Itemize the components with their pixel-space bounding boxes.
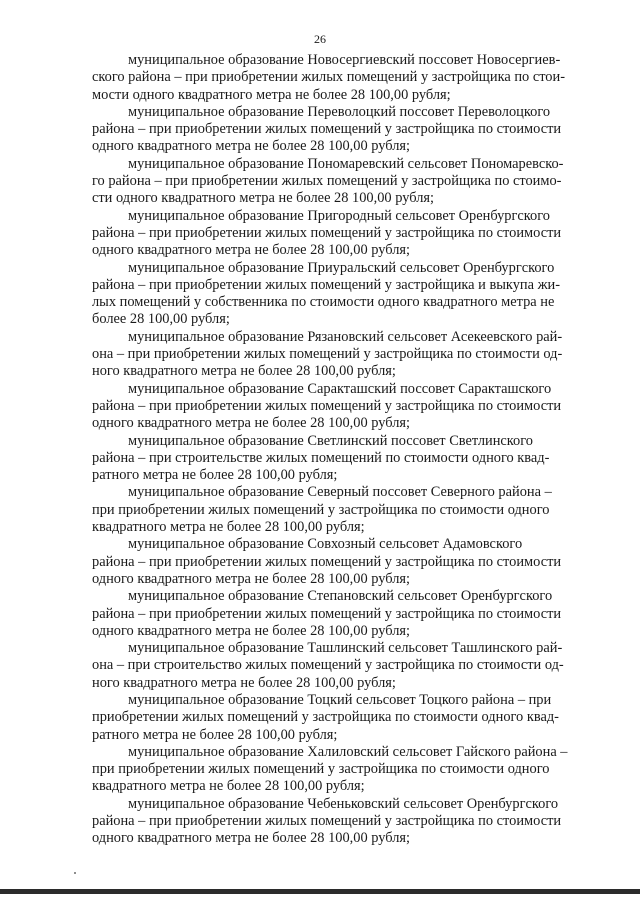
paragraph-novosergievsky: муниципальное образование Новосергиевский поссовет Новосергиев- ского района – при приобретении жилых помещений у застройщика по стои- мости одного квадратного метра не более 28 100,00 рубля; [92,52,565,103]
paragraph-chebenkovsky: муниципальное образование Чебеньковский сельсовет Оренбургского района – при приобретении жилых помещений у застройщика по стоимости одного квадратного метра не более 28 100,00 рубля; [92,795,562,847]
paragraph-sovkhozny: муниципальное образование Совхозный сельсовет Адамовского района – при приобретении жилых помещений у застройщика по стоимости одного квадратного метра не более 28 100,00 рубля; [92,536,562,587]
paragraph-tashlinsky: муниципальное образование Ташлинский сельсовет Ташлинского рай- она – при строительство жилых помещений у застройщика по стоимости од- ного квадратного метра не более 28 100,00 рубля; [92,640,564,691]
paragraph-ryazanovsky: муниципальное образование Рязановский сельсовет Асекеевского рай- она – при приобретении жилых помещений у застройщика по стоимости од- ного квадратного метра не более 28 100,00 рубля; [92,328,563,380]
scan-speck [74,872,76,874]
paragraph-priuralsky: муниципальное образование Приуральский сельсовет Оренбургского района – при приобретении жилых помещений у застройщика и выкупа жи- лых помещений у собственника по стоимости одного квадратного метра не более 28 100,00 рубля; [92,259,561,328]
scan-bottom-edge [0,889,640,894]
paragraph-ponomarevsky: муниципальное образование Пономаревский сельсовет Пономаревско- го района – при приобретении жилых помещений у застройщика по стоимо- сти одного квадратного метра не более 28 100,00 рубля; [92,155,564,207]
paragraph-totsky: муниципальное образование Тоцкий сельсовет Тоцкого района – при приобретении жилых помещений у застройщика по стоимости одного квад- ратного метра не более 28 100,00 рубля; [92,691,559,743]
paragraph-khalilovsky: муниципальное образование Халиловский сельсовет Гайского района – при приобретении жилых помещений у застройщика по стоимости одного квадратного метра не более 28 100,00 рубля; [92,743,568,795]
paragraph-severny: муниципальное образование Северный поссовет Северного района – при приобретении жилых помещений у застройщика по стоимости одного квадратного метра не более 28 100,00 рубля; [92,484,552,536]
paragraph-saraktashsky: муниципальное образование Саракташский поссовет Саракташского района – при приобретении жилых помещений у застройщика по стоимости одного квадратного метра не более 28 100,00 рубля; [92,380,562,432]
paragraph-stepanovsky: муниципальное образование Степановский сельсовет Оренбургского района – при приобретении жилых помещений у застройщика по стоимости одного квадратного метра не более 28 100,00 рубля; [92,588,562,639]
document-body [92,52,587,848]
paragraph-perevolotsky: муниципальное образование Переволоцкий поссовет Переволоцкого района – при приобретении жилых помещений у застройщика по стоимости одного квадратного метра не более 28 100,00 рубля; [92,103,562,155]
page-number: 26 [314,32,326,46]
paragraph-svetlinsky: муниципальное образование Светлинский поссовет Светлинского района – при строительстве жилых помещений по стоимости одного квад- ратного метра не более 28 100,00 рубля; [92,432,550,484]
paragraph-prigorodny: муниципальное образование Пригородный сельсовет Оренбургского района – при приобретении жилых помещений у застройщика по стоимости одного квадратного метра не более 28 100,00 рубля; [92,207,562,259]
